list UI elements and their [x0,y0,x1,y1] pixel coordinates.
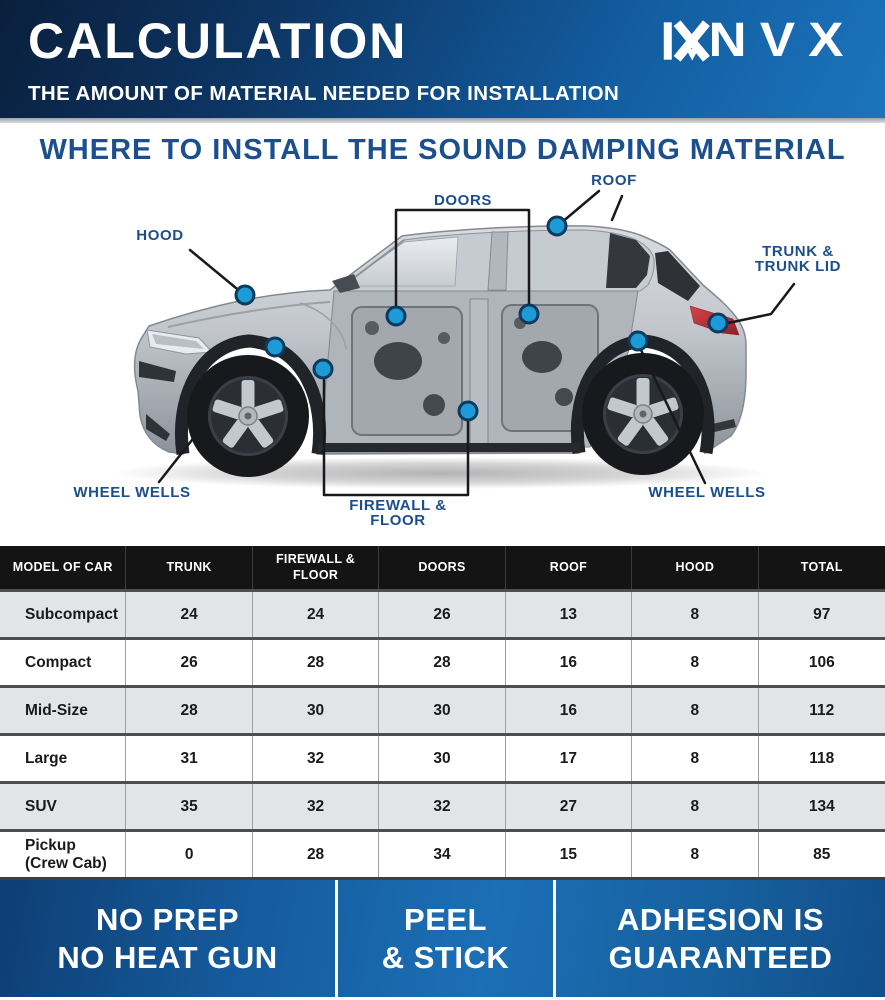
value-doors: 26 [379,592,505,637]
model-name: SUV [0,784,126,829]
value-trunk: 35 [126,784,252,829]
value-roof: 16 [506,640,632,685]
value-firewall-floor: 30 [253,688,379,733]
value-doors: 30 [379,688,505,733]
column-header-roof: ROOF [506,546,632,589]
column-header-trunk: TRUNK [126,546,252,589]
model-name: Large [0,736,126,781]
benefits-footer [0,877,885,997]
front-wheel [187,355,309,477]
table-row [0,733,885,781]
callout-label-firewall-floor [329,498,467,528]
table-row [0,829,885,877]
value-hood: 8 [632,832,758,877]
benefit-line: NO HEAT GUN [57,939,278,975]
dot-roof [548,217,566,235]
value-trunk: 26 [126,640,252,685]
callout-label-trunk [737,244,859,274]
value-roof: 27 [506,784,632,829]
callout-label-firewall-line2: FLOOR [370,512,426,529]
value-trunk: 31 [126,736,252,781]
diagram-title: WHERE TO INSTALL THE SOUND DAMPING MATERIAL [39,134,846,166]
value-doors: 28 [379,640,505,685]
dot-firewall [314,360,332,378]
value-hood: 8 [632,688,758,733]
callout-label-doors: DOORS [433,192,492,209]
value-hood: 8 [632,640,758,685]
model-name: Subcompact [0,592,126,637]
value-total: 85 [813,845,831,863]
table-row [0,685,885,733]
callout-label-wheel-wells-right: WHEEL WELLS [648,484,766,501]
model-name: Pickup (Crew Cab) [0,832,126,877]
benefit-line: & STICK [381,939,510,975]
value-doors: 34 [379,832,505,877]
benefit-line: PEEL [404,901,487,937]
dot-rear-door [520,305,538,323]
value-total: 118 [809,749,835,767]
table-header-row [0,546,885,589]
dot-rear-wheel-well [629,332,647,350]
value-hood: 8 [632,784,758,829]
value-trunk: 0 [126,832,252,877]
callout-label-wheel-wells-left: WHEEL WELLS [73,484,191,501]
value-roof: 15 [506,832,632,877]
material-amount-table [0,546,885,877]
nvx-logo-text: NVX [708,14,857,67]
trunk-callout-line [728,284,794,323]
benefit-no-prep [0,880,335,997]
dot-trunk [709,314,727,332]
table-row [0,637,885,685]
value-doors: 32 [379,784,505,829]
callout-label-trunk-line2: TRUNK LID [754,258,842,275]
model-name: Mid-Size [0,688,126,733]
value-roof: 17 [506,736,632,781]
value-total: 134 [808,797,835,815]
value-doors: 30 [379,736,505,781]
install-diagram-section [0,123,885,546]
callout-label-hood: HOOD [136,227,184,244]
benefit-line: NO PREP [95,901,240,937]
benefit-adhesion [553,880,885,997]
value-hood: 8 [632,592,758,637]
header [0,0,885,118]
table-row [0,589,885,637]
value-roof: 16 [506,688,632,733]
value-firewall-floor: 32 [253,784,379,829]
header-subtitle: THE AMOUNT OF MATERIAL NEEDED FOR INSTALLATION [28,82,620,105]
dot-front-wheel-well [266,338,284,356]
value-total: 106 [808,653,835,671]
benefit-line: ADHESION IS [616,901,825,937]
column-header-hood: HOOD [632,546,758,589]
dot-front-door [387,307,405,325]
header-top-row [28,10,857,72]
dot-floor [459,402,477,420]
value-firewall-floor: 24 [253,592,379,637]
callout-label-roof: ROOF [591,172,637,189]
page-title: CALCULATION [28,13,408,69]
benefit-peel-stick [335,880,553,997]
rear-wheel [582,353,704,475]
value-total: 97 [813,605,831,623]
column-header-total: TOTAL [800,559,843,574]
model-name: Compact [0,640,126,685]
column-header-model: MODEL OF CAR [0,546,126,589]
value-roof: 13 [506,592,632,637]
roof-callout-line-2 [612,196,622,220]
nvx-logo-mark-icon [662,18,710,64]
value-hood: 8 [632,736,758,781]
column-header-doors: DOORS [379,546,505,589]
benefit-line: GUARANTEED [608,939,833,975]
value-firewall-floor: 28 [253,640,379,685]
nvx-logo [662,14,857,67]
callout-label-firewall-line1: FIREWALL & [349,497,447,514]
dot-hood [236,286,254,304]
value-trunk: 28 [126,688,252,733]
roof-callout-line-1 [561,191,599,223]
hood-callout-line [190,250,242,293]
value-firewall-floor: 32 [253,736,379,781]
callout-label-trunk-line1: TRUNK & [762,243,834,260]
value-total: 112 [809,701,835,719]
value-firewall-floor: 28 [253,832,379,877]
table-row [0,781,885,829]
value-trunk: 24 [126,592,252,637]
column-header-firewall-floor: FIREWALL & FLOOR [253,546,379,589]
